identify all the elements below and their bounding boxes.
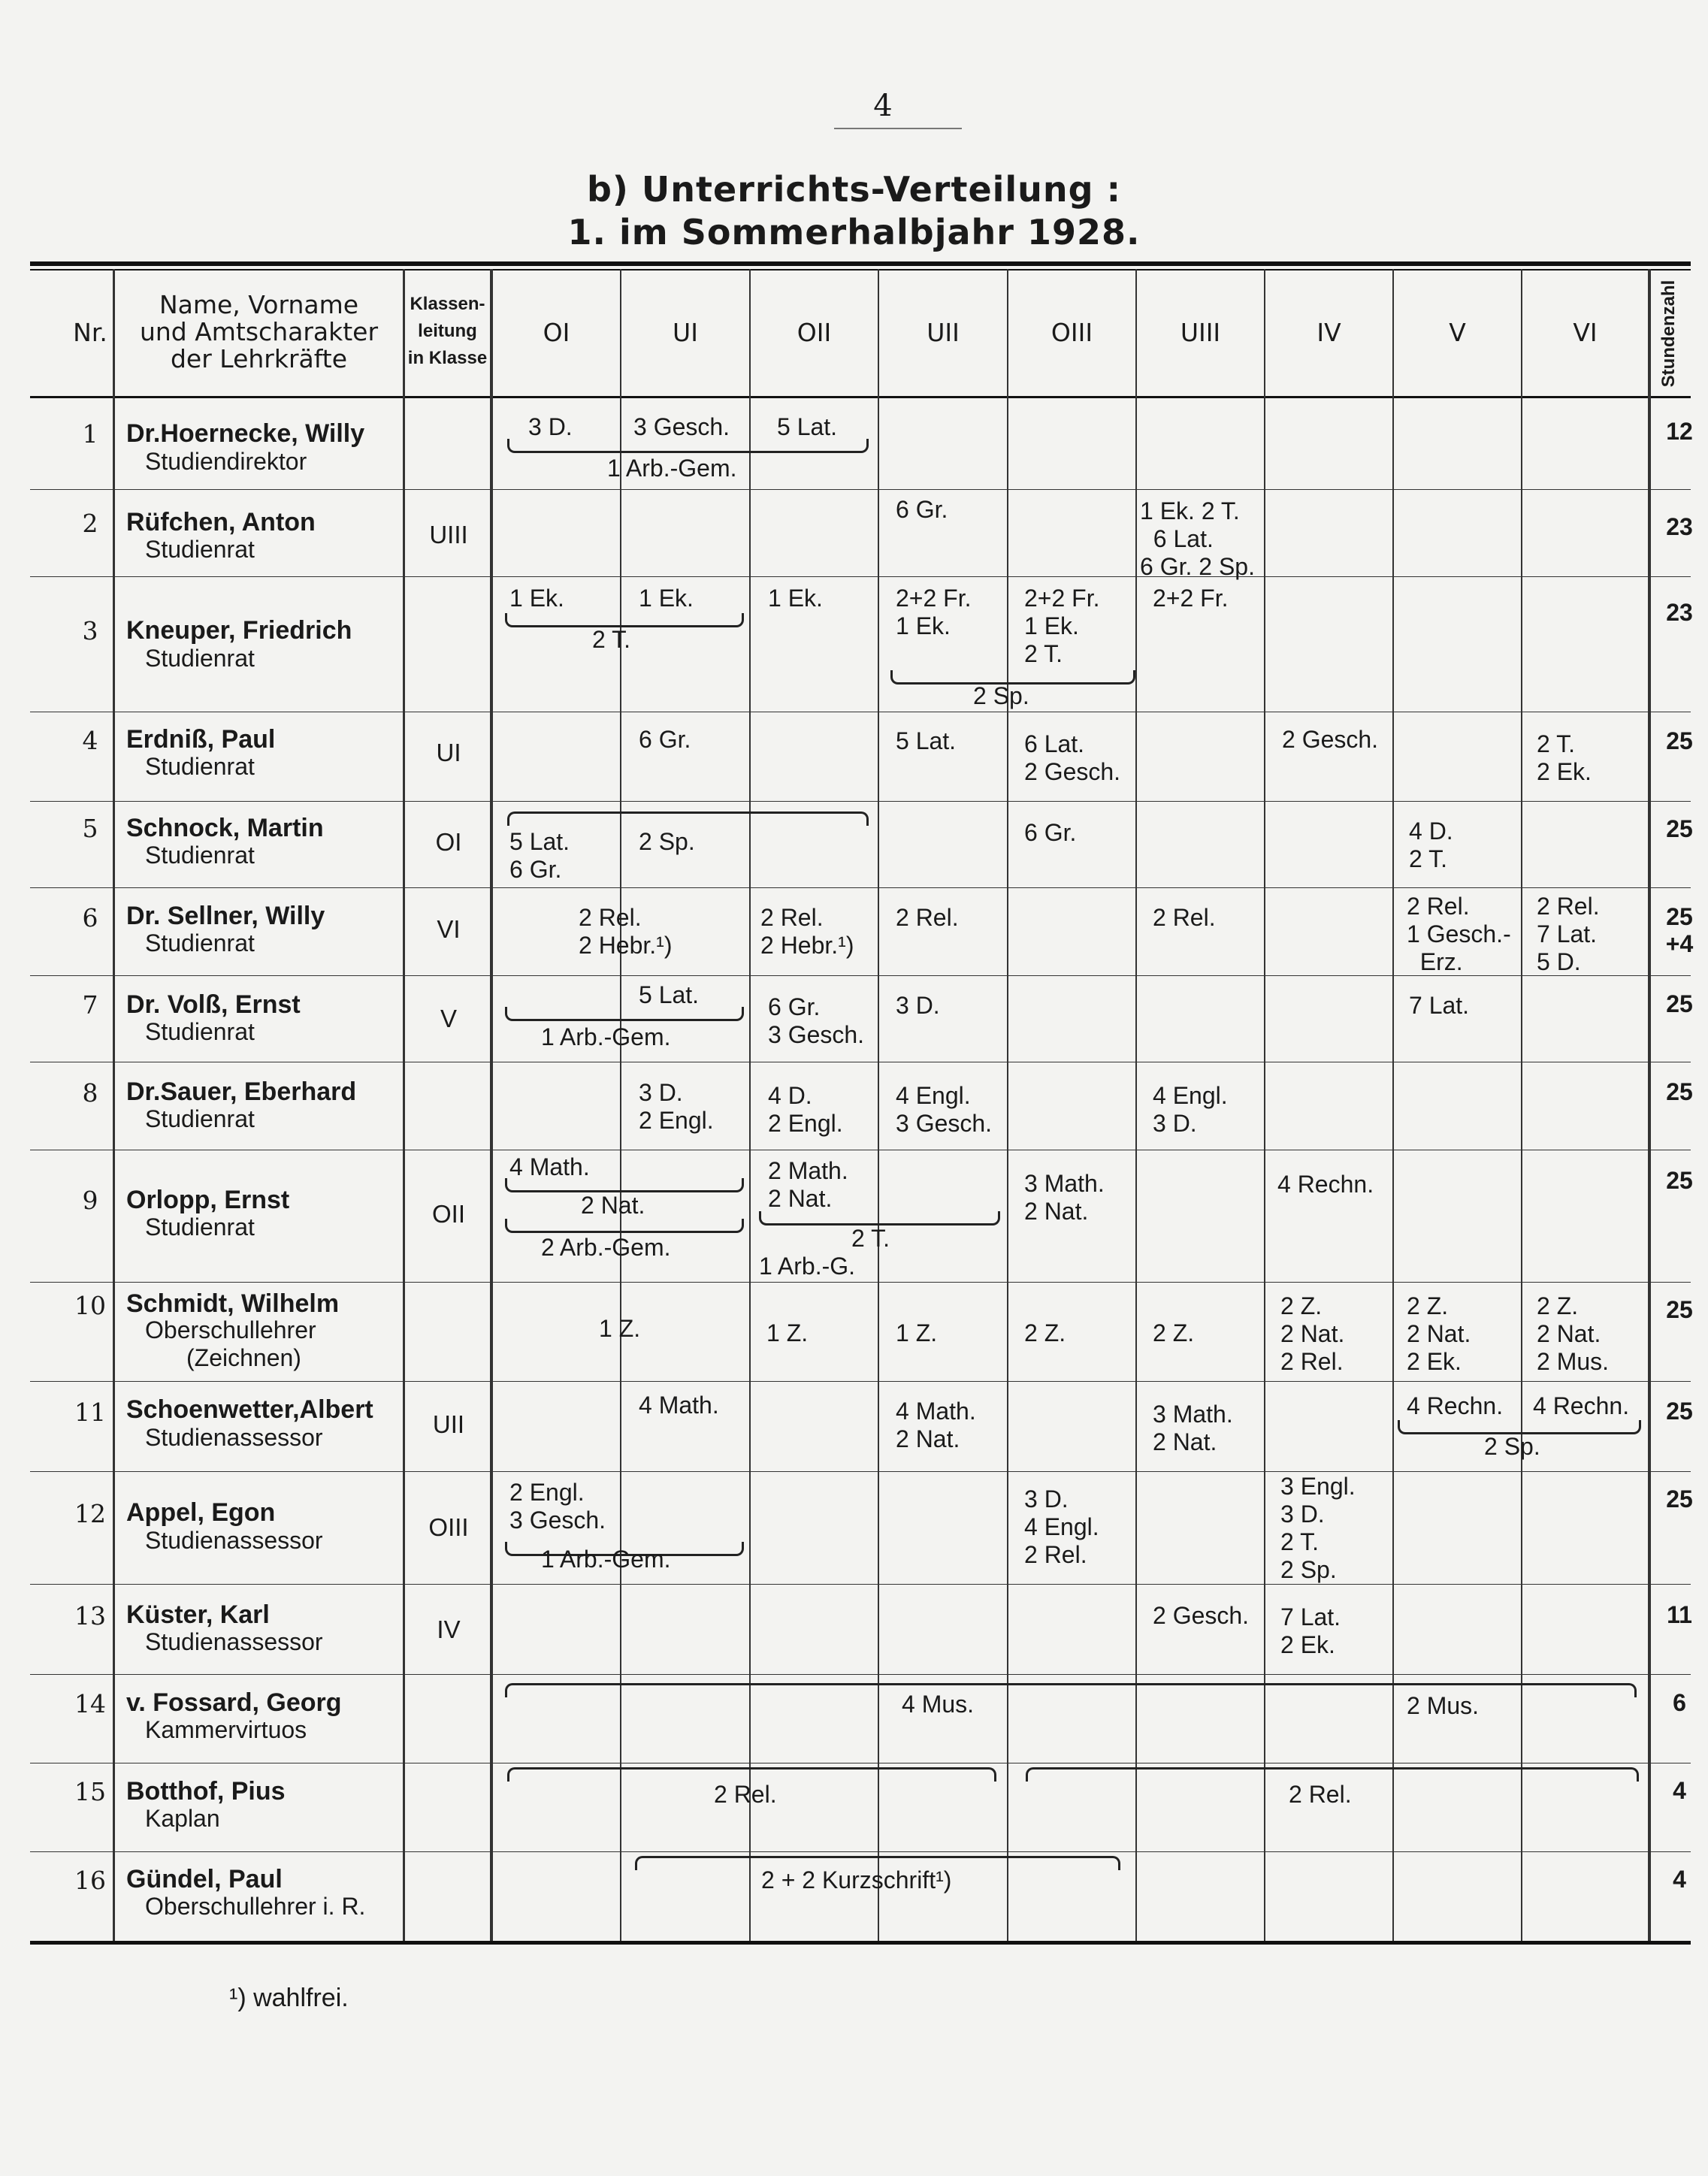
entry: 2 Math. 2 Nat. [768, 1157, 848, 1212]
header-name-l1: Name, Vorname [159, 290, 359, 319]
teacher-title: Studienrat [145, 753, 255, 780]
row-nr: 3 [82, 616, 98, 645]
row-nr: 13 [74, 1601, 106, 1630]
entry: 4 D. 2 Engl. [768, 1082, 843, 1137]
header-bottom-rule [30, 396, 1691, 398]
teacher-title: Studienrat [145, 645, 255, 672]
row-line [30, 1674, 1691, 1675]
header-hours: Stundenzahl [1658, 280, 1679, 388]
entry: 2+2 Fr. 1 Ek. [896, 585, 972, 639]
row-nr: 15 [74, 1777, 106, 1806]
entry: 2 Rel. 2 Hebr.¹) [579, 904, 673, 959]
teacher-title-2: (Zeichnen) [186, 1344, 301, 1371]
entry: 1 Z. [766, 1319, 809, 1346]
teacher-name: Dr.Hoernecke, Willy [126, 419, 365, 448]
teacher-title: Studienrat [145, 929, 255, 957]
class-leadership: OI [435, 828, 462, 856]
class-leadership: UIII [429, 521, 468, 549]
row-line [30, 1381, 1691, 1382]
hours-total: 25 [1666, 1485, 1693, 1513]
entry: 6 Gr. [639, 726, 691, 753]
entry: 1 Arb.-Gem. [541, 1546, 671, 1573]
entry: 6 Gr. [1024, 819, 1077, 846]
entry: 1 Ek. 2 T. 6 Lat. 6 Gr. 2 Sp. [1140, 497, 1255, 580]
teacher-name: Dr. Volß, Ernst [126, 990, 301, 1019]
header-name-l3: der Lehrkräfte [170, 344, 348, 373]
entry: 2 Z. 2 Nat. 2 Rel. [1280, 1292, 1345, 1375]
row-nr: 16 [74, 1866, 106, 1895]
row-line [30, 576, 1691, 577]
title-line-1: b) Unterrichts-Verteilung : [586, 169, 1122, 210]
entry: 4 Math. 2 Nat. [896, 1398, 976, 1452]
row-line [30, 1471, 1691, 1472]
class-leadership: V [440, 1005, 457, 1032]
hours-total: 23 [1666, 599, 1693, 626]
page-number: 4 [873, 89, 893, 123]
class-leadership: UI [436, 739, 461, 766]
entry: 4 Engl. 3 D. [1153, 1082, 1228, 1137]
brace [1026, 1767, 1639, 1782]
hours-total: 12 [1666, 418, 1693, 445]
row-nr: 7 [82, 990, 98, 1020]
entry: 3 Engl. 3 D. 2 T. 2 Sp. [1280, 1473, 1356, 1583]
entry: 2 Z. [1153, 1319, 1195, 1346]
entry: 1 Ek. [768, 585, 823, 612]
teacher-title: Studienassessor [145, 1628, 323, 1655]
teacher-name: Schmidt, Wilhelm [126, 1289, 340, 1318]
entry: 1 Ek. [509, 585, 564, 612]
teacher-title: Studienassessor [145, 1424, 323, 1451]
entry: 2 Sp. [639, 828, 695, 855]
header-class-UIII: UIII [1180, 318, 1221, 347]
hours-total: 25 [1666, 1398, 1693, 1425]
teacher-name: Appel, Egon [126, 1498, 276, 1527]
teacher-name: Kneuper, Friedrich [126, 616, 352, 645]
entry: 2 Rel. 2 Hebr.¹) [760, 904, 854, 959]
entry: 5 Lat. 6 Gr. [509, 828, 570, 883]
entry: 1 Arb.-Gem. [607, 455, 737, 482]
entry: 2+2 Fr. [1153, 585, 1229, 612]
teacher-name: Rüfchen, Anton [126, 508, 316, 536]
header-class-IV: IV [1317, 318, 1341, 347]
class-leadership: OII [431, 1200, 465, 1228]
row-line [30, 1282, 1691, 1283]
row-nr: 4 [82, 726, 98, 755]
class-leadership: OIII [428, 1513, 469, 1541]
teacher-name: Küster, Karl [126, 1600, 270, 1629]
entry: 4 Rechn. [1277, 1171, 1374, 1198]
entry: 2 T. 2 Ek. [1537, 730, 1592, 785]
entry: 2 Rel. [1153, 904, 1216, 931]
brace [505, 1219, 744, 1233]
entry: 6 Lat. 2 Gesch. [1024, 730, 1121, 785]
teacher-name: Orlopp, Ernst [126, 1186, 290, 1214]
teacher-title: Studienassessor [145, 1527, 323, 1554]
entry: 4 Mus. [902, 1691, 975, 1718]
row-nr: 14 [74, 1689, 106, 1718]
row-line [30, 801, 1691, 802]
teacher-title: Studienrat [145, 842, 255, 869]
brace [505, 1178, 744, 1192]
entry: 2+2 Fr. 1 Ek. 2 T. [1024, 585, 1100, 667]
entry: 1 Z. [599, 1315, 641, 1342]
row-nr: 5 [82, 814, 98, 843]
entry: 2 Rel. [1289, 1781, 1352, 1808]
hours-total: 4 [1673, 1777, 1686, 1804]
hours-total: 25 [1666, 990, 1693, 1017]
entry: 1 Arb.-Gem. [541, 1023, 671, 1050]
brace [507, 439, 869, 453]
entry: 1 Arb.-G. [759, 1253, 856, 1280]
page-number-rule [834, 128, 962, 129]
entry: 6 Gr. 3 Gesch. [768, 993, 865, 1048]
entry: 5 Lat. [777, 413, 838, 440]
header-class-OII: OII [797, 318, 832, 347]
entry: 4 Math. [639, 1392, 719, 1419]
header-class-UI: UI [673, 318, 698, 347]
entry: 2 Arb.-Gem. [541, 1234, 671, 1261]
hours-total: 6 [1673, 1689, 1686, 1716]
row-nr: 1 [82, 419, 98, 449]
entry: 2 Mus. [1407, 1692, 1480, 1719]
title-line-2: 1. im Sommerhalbjahr 1928. [567, 212, 1141, 252]
entry: 1 Ek. [639, 585, 694, 612]
brace [759, 1211, 1000, 1226]
entry: 2 + 2 Kurzschrift¹) [761, 1866, 952, 1893]
teacher-name: v. Fossard, Georg [126, 1688, 342, 1717]
header-klass-l1: Klassen- [410, 294, 485, 314]
row-line [30, 489, 1691, 490]
entry: 5 Lat. [896, 727, 957, 754]
teacher-title: Oberschullehrer [145, 1316, 316, 1343]
entry: 3 D. [528, 413, 573, 440]
header-class-UII: UII [927, 318, 960, 347]
entry: 2 Rel. 1 Gesch.- Erz. [1407, 893, 1511, 975]
entry: 7 Lat. 2 Ek. [1280, 1603, 1341, 1658]
entry: 2 Rel. [896, 904, 959, 931]
header-class-OI: OI [543, 318, 570, 347]
col-line [490, 269, 493, 1941]
entry: 7 Lat. [1409, 992, 1470, 1019]
entry: 3 Math. 2 Nat. [1153, 1401, 1233, 1455]
class-leadership: VI [437, 915, 461, 943]
row-line [30, 1584, 1691, 1585]
hours-total: 11 [1667, 1601, 1692, 1628]
entry: 1 Z. [896, 1319, 938, 1346]
teacher-name: Erdniß, Paul [126, 725, 276, 754]
hours-total: 25 [1666, 815, 1693, 842]
entry: 4 D. 2 T. [1409, 818, 1453, 872]
entry: 2 Nat. [581, 1192, 645, 1219]
hours-total: 4 [1673, 1866, 1686, 1893]
entry: 4 Rechn. [1533, 1392, 1630, 1419]
row-nr: 6 [82, 903, 98, 932]
table-top-rule [30, 261, 1691, 266]
table-top-rule-2 [30, 269, 1691, 270]
entry: 2 T. [851, 1225, 890, 1252]
row-line [30, 1851, 1691, 1852]
teacher-name: Dr.Sauer, Eberhard [126, 1077, 357, 1106]
hours-total: 25 [1666, 727, 1693, 754]
hours-total: 25 [1666, 1078, 1693, 1105]
teacher-title: Studienrat [145, 1105, 255, 1132]
entry: 2 Gesch. [1282, 726, 1379, 753]
entry: 3 Gesch. [633, 413, 730, 440]
header-klass-l3: in Klasse [407, 348, 488, 368]
entry: 3 Math. 2 Nat. [1024, 1170, 1105, 1225]
entry: 2 Rel. 7 Lat. 5 D. [1537, 893, 1600, 975]
class-leadership: UII [432, 1410, 465, 1438]
row-nr: 10 [74, 1291, 106, 1320]
header-klass-l2: leitung [418, 321, 477, 341]
hours-extra: +4 [1665, 930, 1694, 957]
entry: 2 Sp. [1484, 1433, 1540, 1460]
entry: 2 Engl. 3 Gesch. [509, 1479, 606, 1534]
entry: 2 Z. 2 Nat. 2 Mus. [1537, 1292, 1610, 1375]
header-nr: Nr. [73, 318, 107, 347]
teacher-title: Studienrat [145, 1018, 255, 1045]
teacher-name: Botthof, Pius [126, 1777, 286, 1806]
entry: 2 Sp. [973, 682, 1029, 709]
hours-total: 25 [1666, 1296, 1693, 1323]
entry: 4 Rechn. [1407, 1392, 1504, 1419]
teacher-name: Schnock, Martin [126, 814, 324, 842]
entry: 2 Gesch. [1153, 1602, 1250, 1629]
row-nr: 12 [74, 1499, 106, 1528]
header-class-OIII: OIII [1050, 318, 1093, 347]
footnote: ¹) wahlfrei. [229, 1984, 349, 2012]
entry: 2 Z. 2 Nat. 2 Ek. [1407, 1292, 1471, 1375]
row-nr: 8 [82, 1078, 98, 1108]
brace [505, 1007, 744, 1021]
brace [507, 811, 869, 826]
hours-total: 25 [1666, 903, 1693, 930]
header-class-V: V [1449, 318, 1466, 347]
table-bottom-rule [30, 1941, 1691, 1945]
header-class-VI: VI [1573, 318, 1598, 347]
row-nr: 9 [82, 1186, 98, 1215]
entry: 3 D. [896, 992, 940, 1019]
entry: 4 Engl. 3 Gesch. [896, 1082, 993, 1137]
teacher-title: Studiendirektor [145, 448, 307, 475]
hours-total: 23 [1666, 513, 1693, 540]
teacher-title: Kammervirtuos [145, 1716, 307, 1743]
entry: 3 D. 2 Engl. [639, 1079, 714, 1134]
row-nr: 11 [74, 1398, 106, 1427]
entry: 4 Math. [509, 1153, 590, 1180]
header-name-l2: und Amtscharakter [139, 317, 379, 346]
teacher-title: Studienrat [145, 1213, 255, 1241]
entry: 2 Z. [1024, 1319, 1066, 1346]
teacher-name: Schoenwetter,Albert [126, 1395, 373, 1424]
entry: 5 Lat. [639, 981, 700, 1008]
teacher-title: Kaplan [145, 1805, 220, 1832]
teacher-name: Gündel, Paul [126, 1865, 283, 1893]
entry: 3 D. 4 Engl. 2 Rel. [1024, 1485, 1099, 1568]
entry: 6 Gr. [896, 496, 948, 523]
row-nr: 2 [82, 509, 98, 538]
teacher-name: Dr. Sellner, Willy [126, 902, 325, 930]
teacher-title: Studienrat [145, 536, 255, 563]
row-line [30, 887, 1691, 888]
brace [507, 1767, 996, 1782]
teacher-title: Oberschullehrer i. R. [145, 1893, 366, 1920]
class-leadership: IV [437, 1615, 461, 1643]
col-line [1648, 269, 1651, 1941]
entry: 2 T. [592, 626, 630, 653]
col-line [403, 269, 405, 1941]
entry: 2 Rel. [714, 1781, 777, 1808]
hours-total: 25 [1666, 1167, 1693, 1194]
